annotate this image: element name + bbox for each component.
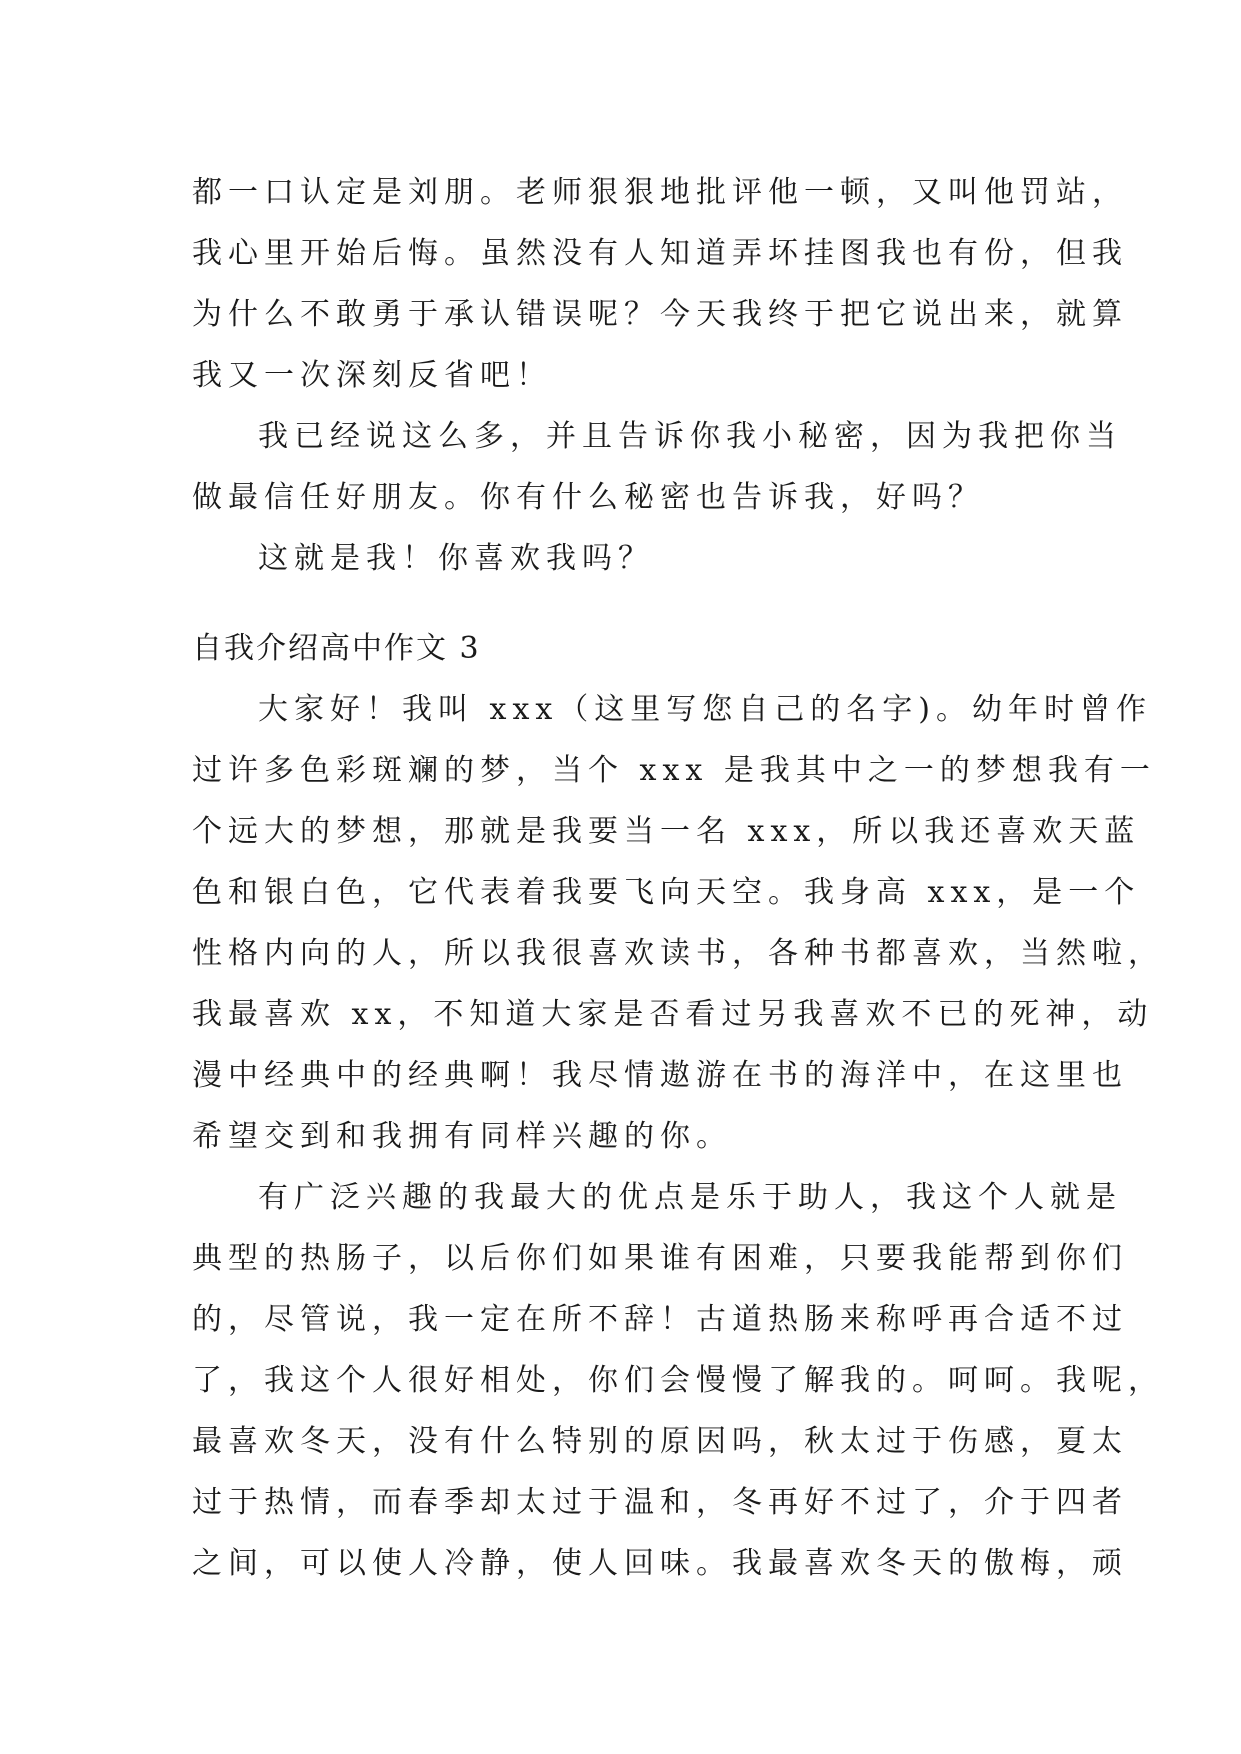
text-line: 希望交到和我拥有同样兴趣的你。 — [192, 1119, 732, 1154]
text-line: 做最信任好朋友。你有什么秘密也告诉我，好吗？ — [192, 480, 984, 515]
text-line: 我心里开始后悔。虽然没有人知道弄坏挂图我也有份，但我 — [192, 236, 1128, 271]
text-line: 个远大的梦想，那就是我要当一名 xxx，所以我还喜欢天蓝 — [192, 814, 1141, 849]
text-line: 过许多色彩斑斓的梦，当个 xxx 是我其中之一的梦想我有一 — [192, 753, 1156, 788]
text-line: 之间，可以使人冷静，使人回味。我最喜欢冬天的傲梅，顽 — [192, 1546, 1128, 1581]
text-line: 漫中经典中的经典啊！我尽情遨游在书的海洋中，在这里也 — [192, 1058, 1128, 1093]
text-line: 都一口认定是刘朋。老师狠狠地批评他一顿，又叫他罚站， — [192, 175, 1128, 210]
text-line: 为什么不敢勇于承认错误呢？今天我终于把它说出来，就算 — [192, 297, 1128, 332]
continuation-paragraph — [192, 162, 1128, 589]
text-line: 了，我这个人很好相处，你们会慢慢了解我的。呵呵。我呢， — [192, 1363, 1164, 1398]
text-line: 我已经说这么多，并且告诉你我小秘密，因为我把你当 — [258, 419, 1122, 454]
text-line: 有广泛兴趣的我最大的优点是乐于助人，我这个人就是 — [258, 1180, 1122, 1215]
text-line: 色和银白色，它代表着我要飞向天空。我身高 xxx，是一个 — [192, 875, 1141, 910]
text-line: 最喜欢冬天，没有什么特别的原因吗，秋太过于伤感，夏太 — [192, 1424, 1128, 1459]
section-3-body — [192, 679, 1164, 1594]
text-line: 我又一次深刻反省吧！ — [192, 358, 552, 393]
text-line: 我最喜欢 xx，不知道大家是否看过另我喜欢不已的死神，动 — [192, 997, 1154, 1032]
text-line: 典型的热肠子，以后你们如果谁有困难，只要我能帮到你们 — [192, 1241, 1128, 1276]
section-title: 自我介绍高中作文 3 — [192, 631, 481, 666]
text-line: 过于热情，而春季却太过于温和，冬再好不过了，介于四者 — [192, 1485, 1128, 1520]
text-line: 性格内向的人，所以我很喜欢读书，各种书都喜欢，当然啦， — [192, 936, 1164, 971]
text-line: 大家好！我叫 xxx（这里写您自己的名字)。幼年时曾作 — [258, 692, 1152, 727]
text-line: 这就是我！你喜欢我吗？ — [258, 541, 654, 576]
text-line: 的，尽管说，我一定在所不辞！古道热肠来称呼再合适不过 — [192, 1302, 1128, 1337]
